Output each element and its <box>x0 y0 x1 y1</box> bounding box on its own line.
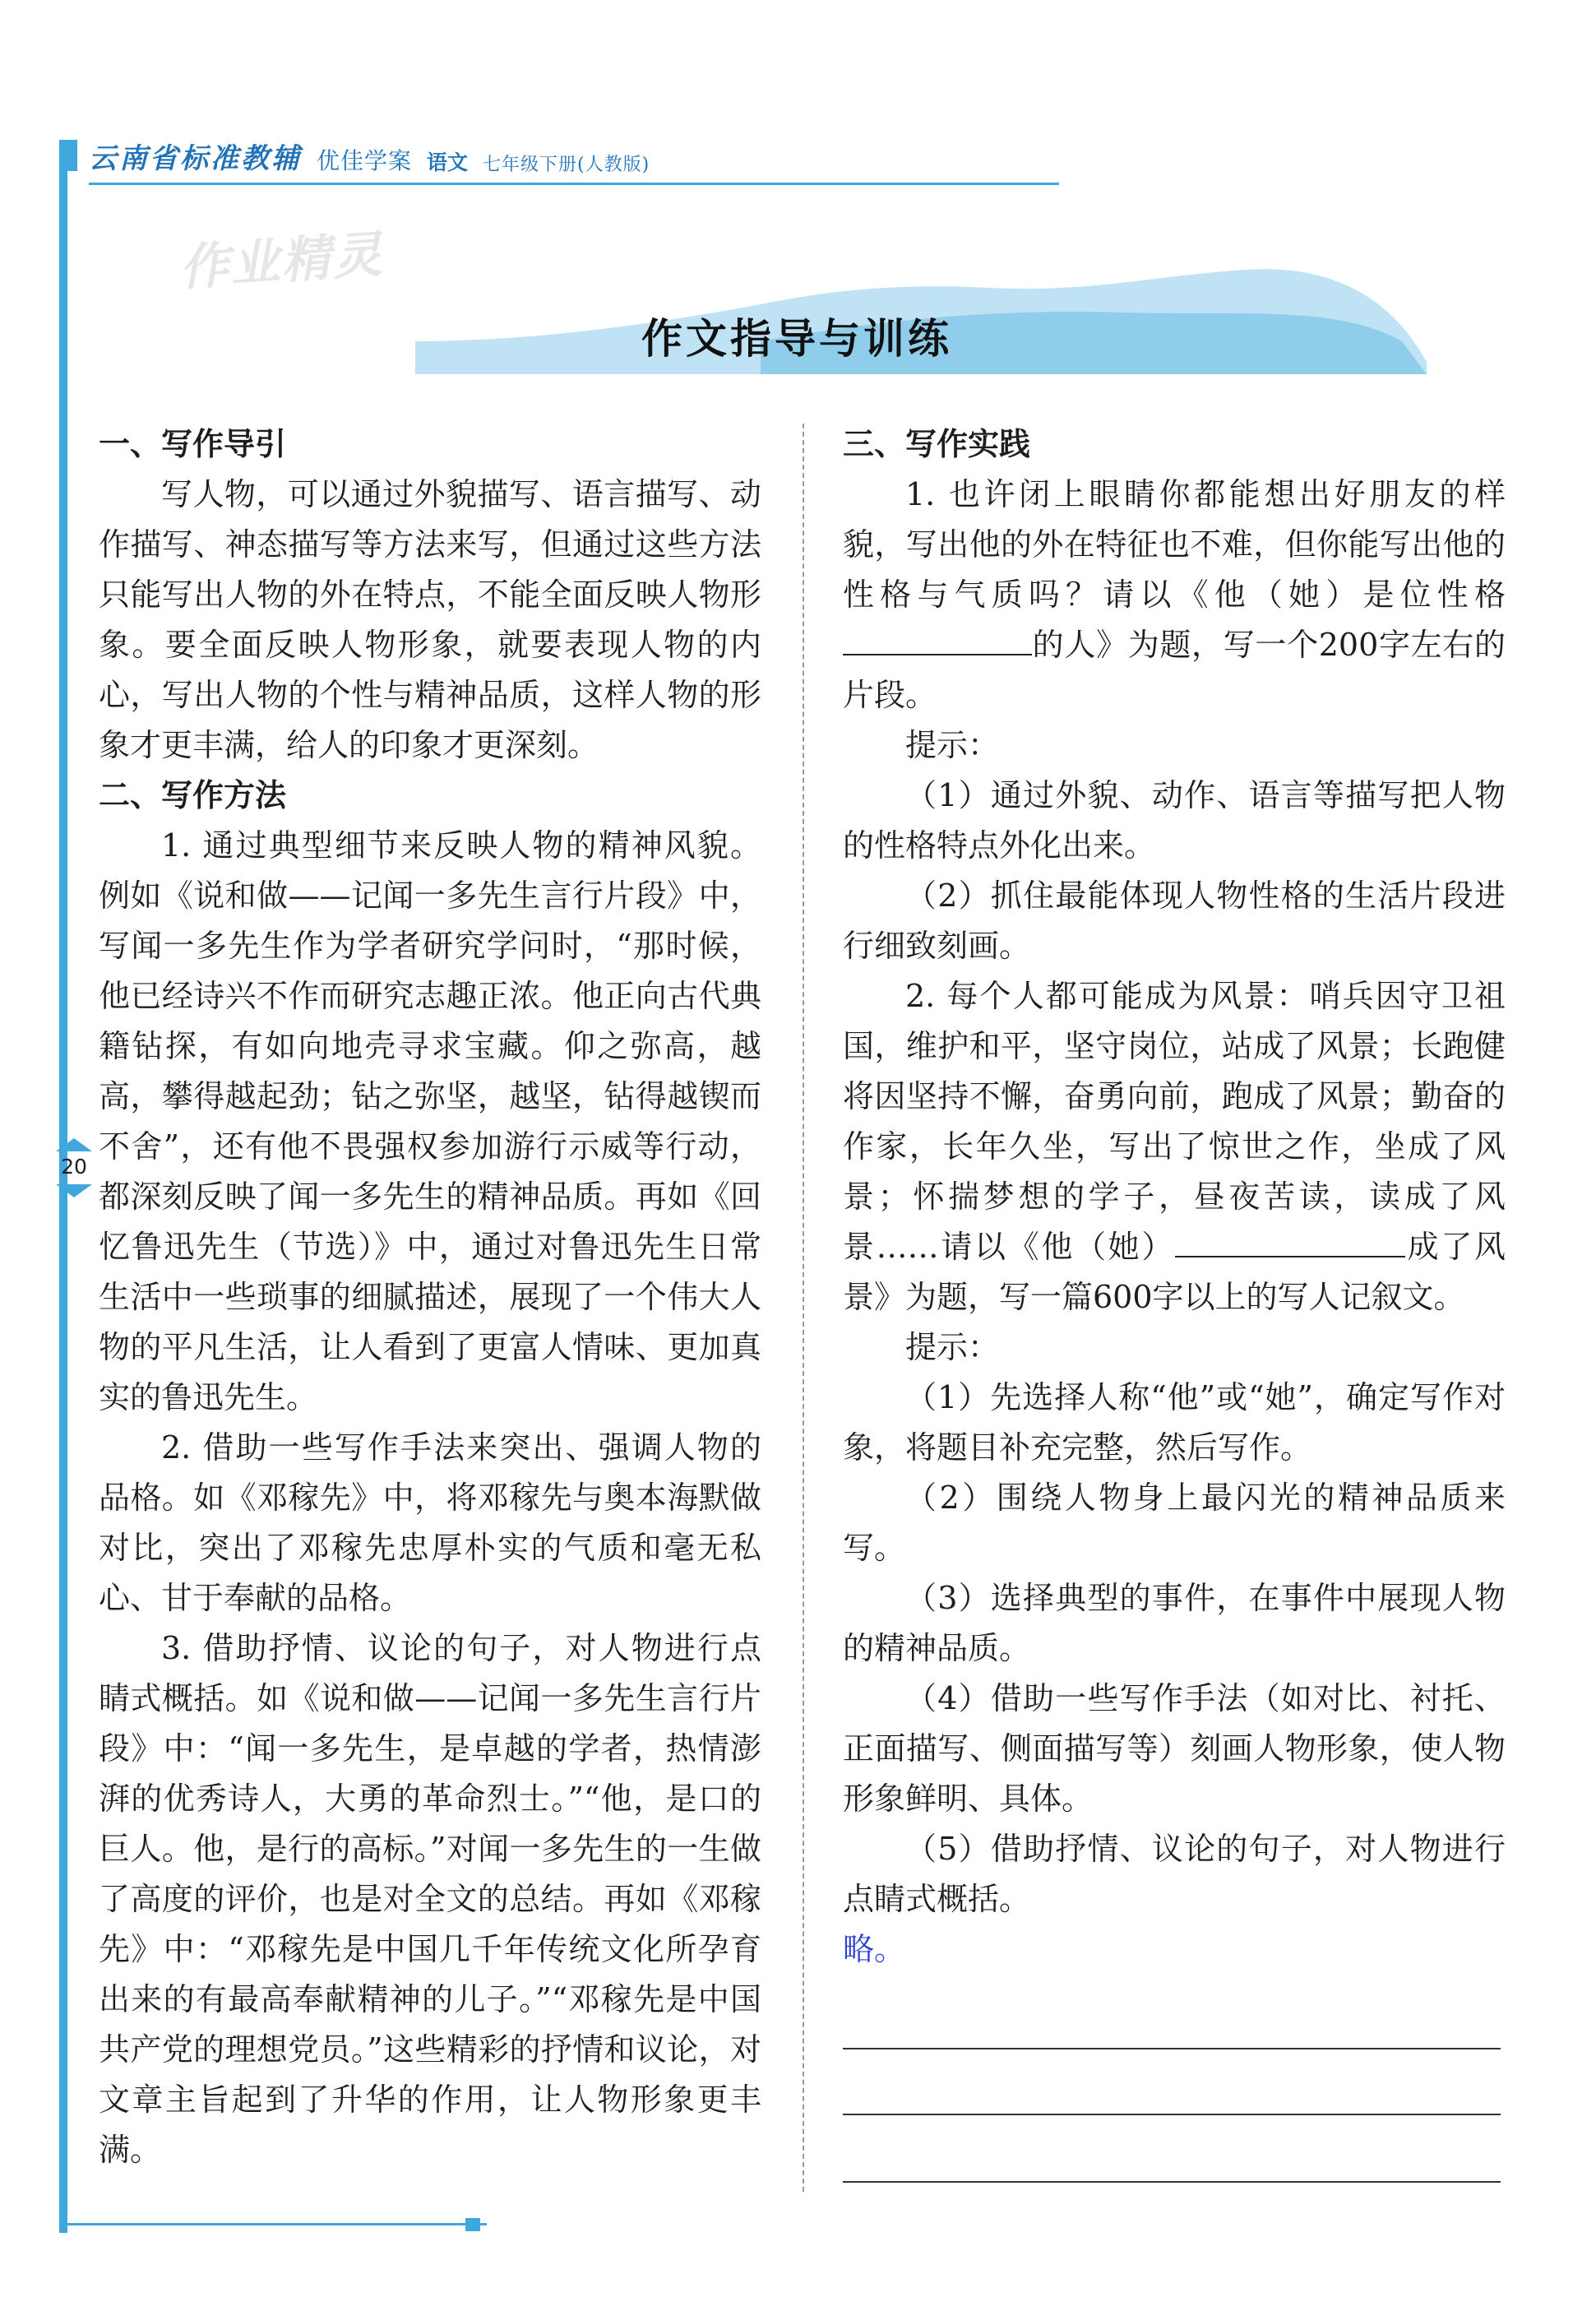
header-grade: 七年级下册(人教版) <box>483 155 650 175</box>
triangle-down-icon <box>56 1184 92 1197</box>
fill-blank[interactable] <box>1175 1223 1405 1257</box>
answer-line <box>843 2048 1501 2049</box>
running-header <box>89 140 650 176</box>
paragraph: 写人物，可以通过外貌描写、语言描写、动作描写、神态描写等方法来写，但通过这些方法只能写出人物的外在特点，不能全面反映人物形象。要全面反映人物形象，就要表现人物的内心，写出人物的个性与精神品质，这样人物的形象才更丰满，给人的印象才更深刻。 <box>99 476 761 763</box>
page-number-marker <box>56 1138 92 1197</box>
paragraph: 1. 通过典型细节来反映人物的精神风貌。例如《说和做——记闻一多先生言行片段》中，写闻一多先生作为学者研究学问时，“那时候，他已经诗兴不作而研究志趣正浓。他正向古代典籍钻探，有如向地壳寻求宝藏。仰之弥高，越高，攀得越起劲；钻之弥坚，越坚，钻得越锲而不舍”，还有他不畏强权参加游行示威等行动，都深刻反映了闻一多先生的精神品质。再如《回忆鲁迅先生（节选）》中，通过对鲁迅先生日常生活中一些琐事的细腻描述，展现了一个伟大人物的平凡生活，让人看到了更富人情味、更加真实的鲁迅先生。 <box>99 827 761 1415</box>
tip-label: 提示： <box>905 727 1000 763</box>
question-1-text-a: 1. 也许闭上眼睛你都能想出好朋友的样貌，写出他的外在特征也不难，但你能写出他的性格与气质吗？请以《他（她）是位性格 <box>843 476 1506 613</box>
paragraph: 3. 借助抒情、议论的句子，对人物进行点睛式概括。如《说和做——记闻一多先生言行片段》中：“闻一多先生，是卓越的学者，热情澎湃的优秀诗人，大勇的革命烈士。”“他，是口的巨人。他，是行的高标。”对闻一多先生的一生做了高度的评价，也是对全文的总结。再如《邓稼先》中：“邓稼先是中国几千年传统文化所孕育出来的有最高奉献精神的儿子。”“邓稼先是中国共产党的理想党员。”这些精彩的抒情和议论，对文章主旨起到了升华的作用，让人物形象更丰满。 <box>99 1630 761 2168</box>
tip-item: （2）抓住最能体现人物性格的生活片段进行细致刻画。 <box>843 878 1506 964</box>
answer-line <box>843 2114 1501 2115</box>
tip-item: （5）借助抒情、议论的句子，对人物进行点睛式概括。 <box>843 1831 1506 1917</box>
header-book: 优佳学案 <box>317 147 413 174</box>
header-subject: 语文 <box>427 151 469 174</box>
question-1-text-b: 的人》为题，写一个200字左右的片段。 <box>843 627 1506 713</box>
tip-item: （4）借助一些写作手法（如对比、衬托、正面描写、侧面描写等）刻画人物形象，使人物形象鲜明、具体。 <box>843 1680 1506 1817</box>
tip-item: （2）围绕人物身上最闪光的精神品质来写。 <box>843 1480 1506 1566</box>
column-divider <box>803 424 804 2192</box>
margin-bar-end <box>465 2218 480 2231</box>
margin-bar-top <box>59 140 77 171</box>
answer-text: 略。 <box>843 1931 906 1967</box>
header-series: 云南省标准教辅 <box>89 142 302 175</box>
question-2 <box>843 971 1506 1322</box>
page-title: 作文指导与训练 <box>641 315 952 363</box>
paragraph: 2. 借助一些写作手法来突出、强调人物的品格。如《邓稼先》中，将邓稼先与奥本海默做对比，突出了邓稼先忠厚朴实的气质和毫无私心、甘于奉献的品格。 <box>99 1429 761 1616</box>
logo-stamp: 作业精灵 <box>178 225 386 298</box>
section-heading-practice: 三、写作实践 <box>843 426 1031 462</box>
question-2-text-b: 成了风景》为题，写一篇600字以上的写人记叙文。 <box>843 1229 1506 1315</box>
tip-item: （1）先选择人称“他”或“她”，确定写作对象，将题目补充完整，然后写作。 <box>843 1379 1506 1466</box>
section-heading-method: 二、写作方法 <box>99 777 287 813</box>
left-column <box>99 419 761 2175</box>
question-2-text-a: 2. 每个人都可能成为风景：哨兵因守卫祖国，维护和平，坚守岗位，站成了风景；长跑健将因坚持不懈，奋勇向前，跑成了风景；勤奋的作家，长年久坐，写出了惊世之作，坐成了风景；怀揣梦想的学子，昼夜苦读，读成了风景……请以《他（她） <box>843 978 1506 1265</box>
page-number: 20 <box>61 1155 87 1179</box>
right-column <box>843 419 1506 1975</box>
section-heading-guide: 一、写作导引 <box>99 426 287 462</box>
header-rule <box>89 183 1059 185</box>
margin-bar-bottom <box>59 2223 487 2225</box>
tip-item: （3）选择典型的事件，在事件中展现人物的精神品质。 <box>843 1580 1506 1666</box>
question-1 <box>843 470 1506 720</box>
tip-item: （1）通过外貌、动作、语言等描写把人物的性格特点外化出来。 <box>843 777 1506 864</box>
fill-blank[interactable] <box>843 621 1032 655</box>
tip-label: 提示： <box>905 1329 1000 1365</box>
triangle-up-icon <box>56 1138 92 1151</box>
answer-line <box>843 2181 1501 2183</box>
